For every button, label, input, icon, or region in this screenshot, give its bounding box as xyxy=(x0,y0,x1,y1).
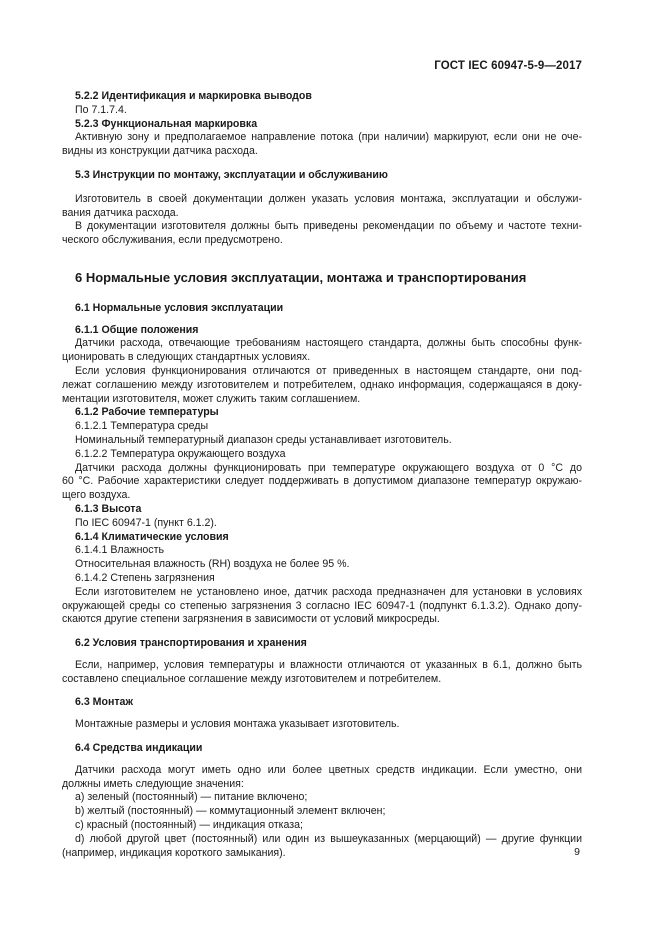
document-body xyxy=(62,90,582,860)
section-heading: 5.2.2 Идентификация и маркировка выводов xyxy=(75,90,312,102)
paragraph-line: По 7.1.7.4. xyxy=(75,103,127,116)
paragraph-line: Если, например, условия температуры и влажности отличаются от указанных в 6.1, должно быть xyxy=(75,658,582,671)
section-heading: 6.1.2 Рабочие температуры xyxy=(75,406,219,419)
paragraph-line: Если условия функционирования отличаются от приведенных в настоящем стандарте, они под- xyxy=(75,364,582,377)
section-heading: 6.4 Средства индикации xyxy=(75,742,203,755)
paragraph-line: Если изготовителем не установлено иное, датчик расхода предназначен для установки в условиях xyxy=(75,585,582,598)
paragraph-line: окружающей среды со степенью загрязнения 3 согласно IEC 60947-1 (подпункт 6.1.3.2). Однако допу- xyxy=(62,599,582,612)
paragraph-line: щего воздуха. xyxy=(62,489,131,502)
paragraph-line: Датчики расхода, отвечающие требованиям настоящего стандарта, должны быть способны функ- xyxy=(75,337,582,350)
paragraph-line: c) красный (постоянный) — индикация отказа; xyxy=(75,819,303,832)
paragraph-line: 6.1.4.2 Степень загрязнения xyxy=(75,571,215,584)
section-heading: 6.2 Условия транспортирования и хранения xyxy=(75,637,307,650)
paragraph-line: видны из конструкции датчика расхода. xyxy=(62,145,258,158)
chapter-title: 6 Нормальные условия эксплуатации, монтажа и транспортирования xyxy=(75,269,527,285)
paragraph-line: ческого обслуживания, если предусмотрено. xyxy=(62,234,283,247)
paragraph-line: d) любой другой цвет (постоянный) или один из вышеуказанных (мерцающий) — другие функции xyxy=(75,832,582,845)
paragraph-line: лежат соглашению между изготовителем и потребителем, однако информация, содержащаяся в доку- xyxy=(62,378,582,391)
paragraph-line: Активную зону и предполагаемое направление потока (при наличии) маркируют, если они не оче- xyxy=(75,131,582,144)
paragraph-line: ментации изготовителя, может служить таким соглашением. xyxy=(62,392,361,405)
paragraph-line: a) зеленый (постоянный) — питание включено; xyxy=(75,791,308,804)
document-code-header: ГОСТ IEC 60947-5-9—2017 xyxy=(434,60,582,72)
section-heading: 6.1.3 Высота xyxy=(75,502,142,515)
paragraph-line: По IEC 60947-1 (пункт 6.1.2). xyxy=(75,516,217,529)
paragraph-line: Номинальный температурный диапазон среды устанавливает изготовитель. xyxy=(75,433,452,446)
section-heading: 6.1.1 Общие положения xyxy=(75,323,199,336)
paragraph-line: составлено специальное соглашение между изготовителем и потребителем. xyxy=(62,672,442,685)
paragraph-line: Изготовитель в своей документации должен указать условия монтажа, эксплуатации и обслужи- xyxy=(75,192,582,205)
section-heading: 5.3 Инструкции по монтажу, эксплуатации и обслуживанию xyxy=(75,168,388,181)
paragraph-line: 6.1.2.1 Температура среды xyxy=(75,420,209,433)
paragraph-line: 6.1.2.2 Температура окружающего воздуха xyxy=(75,447,286,460)
paragraph-line: скаются другие степени загрязнения в зависимости от условий микросреды. xyxy=(62,613,440,626)
section-heading: 6.3 Монтаж xyxy=(75,696,133,709)
paragraph-line: 6.1.4.1 Влажность xyxy=(75,544,164,557)
section-heading: 5.2.3 Функциональная маркировка xyxy=(75,117,258,130)
page-number: 9 xyxy=(574,846,580,858)
paragraph-line: Датчики расхода должны функционировать при температуре окружающего воздуха от 0 °С до xyxy=(75,461,582,474)
paragraph-line: Монтажные размеры и условия монтажа указывает изготовитель. xyxy=(75,718,400,731)
paragraph-line: Датчики расхода могут иметь одно или более цветных средств индикации. Если уместно, они xyxy=(75,763,582,776)
section-heading: 6.1.4 Климатические условия xyxy=(75,530,229,543)
paragraph-line: Относительная влажность (RH) воздуха не более 95 %. xyxy=(75,558,350,571)
section-heading: 6.1 Нормальные условия эксплуатации xyxy=(75,301,284,314)
paragraph-line: b) желтый (постоянный) — коммутационный элемент включен; xyxy=(75,805,386,818)
paragraph-line: 60 °С. Рабочие характеристики следует поддерживать в допустимом диапазоне температур окружаю- xyxy=(62,475,582,488)
paragraph-line: вания датчика расхода. xyxy=(62,206,179,219)
paragraph-line: (например, индикация короткого замыкания). xyxy=(62,846,286,859)
paragraph-line: В документации изготовителя должны быть приведены рекомендации по объему и частоте техни- xyxy=(75,220,582,233)
paragraph-line: ционировать в следующих стандартных условиях. xyxy=(62,351,311,364)
paragraph-line: должны иметь следующие значения: xyxy=(62,777,244,790)
